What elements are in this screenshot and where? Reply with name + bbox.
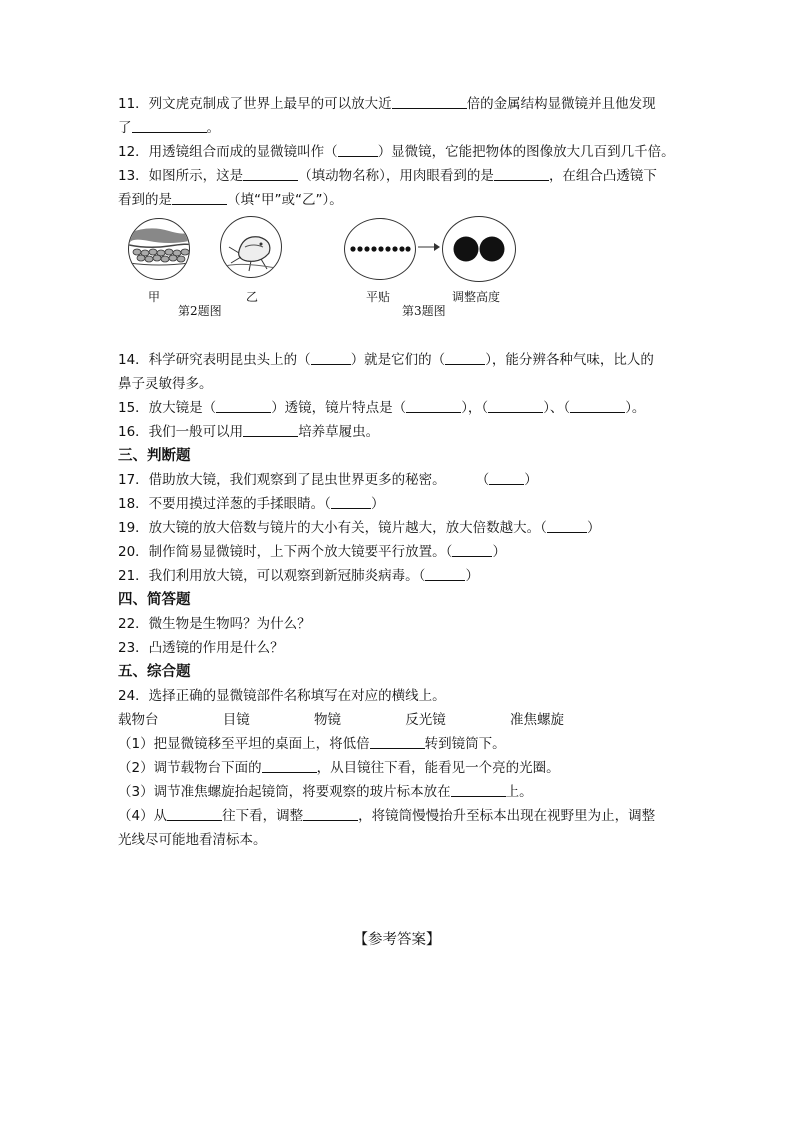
blank[interactable] — [132, 118, 207, 133]
blank[interactable] — [172, 190, 227, 205]
blank[interactable] — [243, 422, 298, 437]
blank[interactable] — [262, 758, 317, 773]
question-24-step-4: （4）从 往下看，调整 ，将镜筒慢慢抬升至标本出现在视野里为止，调整 — [118, 808, 656, 824]
question-16: 16．我们一般可以用 培养草履虫。 — [118, 424, 380, 440]
blank[interactable] — [547, 518, 587, 533]
part-option: 载物台 — [118, 712, 159, 728]
answer-key-title: 【参考答案】 — [353, 932, 441, 948]
arrow-right-icon — [418, 242, 440, 252]
question-24-stem: 24．选择正确的显微镜部件名称填写在对应的横线上。 — [118, 688, 446, 704]
part-option: 准焦螺旋 — [510, 712, 564, 728]
question-24-step-3: （3）调节准焦螺旋抬起镜筒，将要观察的玻片标本放在 上。 — [118, 784, 533, 800]
question-19: 19．放大镜的放大倍数与镜片的大小有关，镜片越大，放大倍数越大。（ ） — [118, 520, 601, 536]
blank[interactable] — [570, 398, 625, 413]
blank[interactable] — [392, 94, 467, 109]
insect-icon — [221, 217, 281, 277]
question-17: 17．借助放大镜，我们观察到了昆虫世界更多的秘密。 （ ） — [118, 472, 538, 488]
figures — [118, 216, 688, 336]
question-23: 23．凸透镜的作用是什么？ — [118, 640, 284, 656]
blank[interactable] — [494, 166, 549, 181]
blank[interactable] — [489, 470, 524, 485]
blank[interactable] — [445, 350, 485, 365]
blank[interactable] — [370, 734, 425, 749]
label-tiaozheng: 调整高度 — [452, 290, 501, 304]
blank[interactable] — [167, 806, 222, 821]
question-12: 12．用透镜组合而成的显微镜叫作（ ）显微镜，它能把物体的图像放大几百到几千倍。 — [118, 144, 675, 160]
section-5-title: 五、综合题 — [118, 664, 191, 680]
blank[interactable] — [303, 806, 358, 821]
section-4-title: 四、简答题 — [118, 592, 191, 608]
blank[interactable] — [425, 566, 465, 581]
antenna-closeup-icon — [129, 219, 189, 279]
question-24-step-1: （1）把显微镜移至平坦的桌面上，将低倍 转到镜筒下。 — [118, 736, 506, 752]
section-3-title: 三、判断题 — [118, 448, 191, 464]
question-22: 22．微生物是生物吗？为什么？ — [118, 616, 311, 632]
blank[interactable] — [338, 142, 378, 157]
blank[interactable] — [331, 494, 371, 509]
worksheet — [118, 92, 688, 852]
figure-adjusted-image — [442, 216, 516, 282]
question-24-step-2: （2）调节载物台下面的 ，从目镜往下看，能看见一个亮的光圈。 — [118, 760, 560, 776]
parts-list — [118, 708, 564, 732]
blank[interactable] — [488, 398, 543, 413]
question-11-cont: 了 。 — [118, 120, 220, 136]
small-dots-icon — [345, 219, 415, 279]
question-13: 13．如图所示，这是 （填动物名称），用肉眼看到的是 ，在组合凸透镜下 — [118, 168, 657, 184]
blank[interactable] — [406, 398, 461, 413]
blank[interactable] — [216, 398, 271, 413]
part-option: 目镜 — [222, 712, 250, 728]
question-21: 21．我们利用放大镜，可以观察到新冠肺炎病毒。（ ） — [118, 568, 479, 584]
question-20: 20．制作简易显微镜时，上下两个放大镜要平行放置。（ ） — [118, 544, 506, 560]
question-14-cont: 鼻子灵敏得多。 — [118, 376, 213, 392]
question-15: 15．放大镜是（ ）透镜，镜片特点是（ ），（ ）、（ ）。 — [118, 400, 646, 416]
blank[interactable] — [452, 542, 492, 557]
question-14: 14．科学研究表明昆虫头上的（ ）就是它们的（ ），能分辨各种气味，比人的 — [118, 352, 654, 368]
question-11: 11．列文虎克制成了世界上最早的可以放大近 倍的金属结构显微镜并且他发现 — [118, 96, 656, 112]
label-jia: 甲 — [148, 290, 161, 304]
part-option: 物镜 — [314, 712, 341, 728]
blank[interactable] — [311, 350, 351, 365]
large-dots-icon — [443, 217, 515, 281]
question-18: 18．不要用摸过洋葱的手揉眼睛。（ ） — [118, 496, 385, 512]
label-pingtie: 平贴 — [366, 290, 391, 304]
question-24-step-4-cont: 光线尽可能地看清标本。 — [118, 832, 267, 848]
blank[interactable] — [243, 166, 298, 181]
caption-figure-2: 第2题图 — [178, 304, 222, 318]
label-yi: 乙 — [246, 290, 259, 304]
figure-jia-image — [128, 218, 190, 280]
figure-yi-image — [220, 216, 282, 278]
blank[interactable] — [451, 782, 506, 797]
figure-flat-image — [344, 218, 416, 280]
caption-figure-3: 第3题图 — [402, 304, 446, 318]
question-13-cont: 看到的是 （填“甲”或“乙”）。 — [118, 192, 343, 208]
part-option: 反光镜 — [405, 712, 446, 728]
